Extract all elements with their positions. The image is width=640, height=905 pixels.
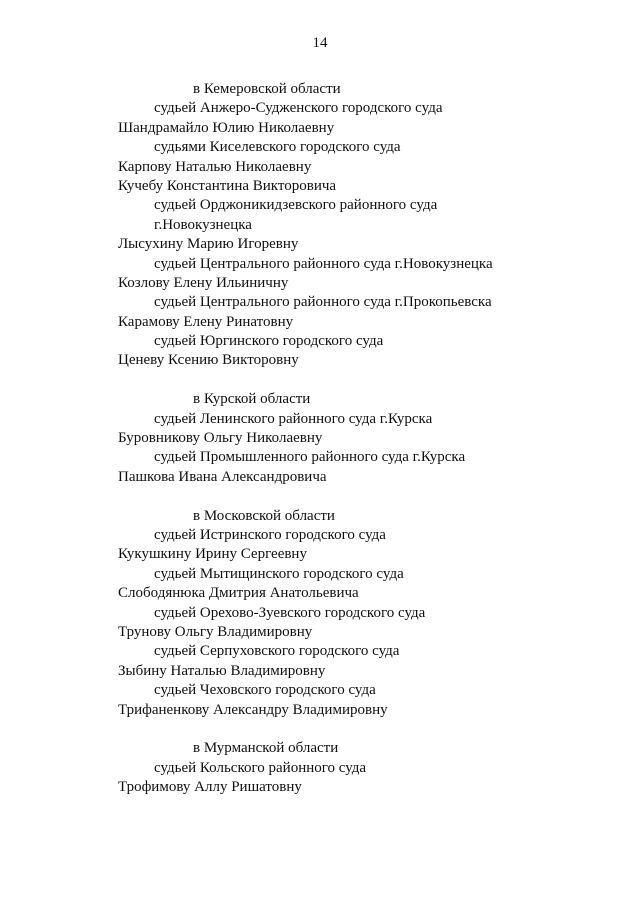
region-section [118,739,618,797]
person-name: Кукушкину Ирину Сергеевну [118,546,307,563]
court-line: судьей Мытищинского городского суда [154,565,404,582]
person-name: Кучебу Константина Викторовича [118,177,337,194]
document-body [118,80,618,797]
court-line: судьей Кольского районного суда [154,759,367,776]
person-name: Слободянюка Дмитрия Анатольевича [118,585,359,602]
court-line: судьей Орехово-Зуевского городского суда [154,604,426,621]
section-spacer [118,720,618,739]
person-name: Трофимову Аллу Ришатовну [118,779,302,796]
region-heading: в Кемеровской области [193,81,341,97]
court-line: судьей Орджоникидзевского районного суда [154,197,438,214]
person-name: Шандрамайло Юлию Николаевну [118,119,335,136]
person-name: Трифаненкову Александру Владимировну [118,701,388,718]
person-name: Трунову Ольгу Владимировну [118,623,313,640]
court-line: судьей Центрального районного суда г.Прокопьевска [154,294,492,311]
court-line: судьей Центрального районного суда г.Новокузнецка [154,255,493,272]
person-name: Лысухину Марию Игоревну [118,236,299,253]
region-section [118,80,618,371]
region-section [118,507,618,720]
person-name: Пашкова Ивана Александровича [118,468,327,485]
region-heading: в Мурманской области [193,740,339,757]
person-name: Карамову Елену Ринатовну [118,313,294,330]
person-name: Карпову Наталью Николаевну [118,158,312,175]
section-spacer [118,487,618,506]
region-section [118,390,618,487]
court-line: судьей Юргинского городского суда [154,333,384,350]
person-name: Ценеву Ксению Викторовну [118,352,299,369]
court-line: судьей Чеховского городского суда [154,682,376,699]
person-name: Буровникову Ольгу Николаевну [118,430,323,447]
person-name: Козлову Елену Ильиничну [118,274,289,291]
court-line: судьей Истринского городского суда [154,526,386,543]
section-spacer [118,371,618,390]
court-line: судьей Ленинского районного суда г.Курска [154,410,433,427]
court-line: судьей Промышленного районного суда г.Курска [154,449,466,466]
court-line: судьей Серпуховского городского суда [154,643,400,660]
court-line: судьями Киселевского городского суда [154,139,401,156]
page-number: 14 [312,35,328,51]
region-heading: в Курской области [193,391,311,408]
person-name: Зыбину Наталью Владимировну [118,662,326,679]
court-line: судьей Анжеро-Судженского городского суда [154,100,443,117]
region-heading: в Московской области [193,507,335,524]
court-line: г.Новокузнецка [154,216,252,233]
